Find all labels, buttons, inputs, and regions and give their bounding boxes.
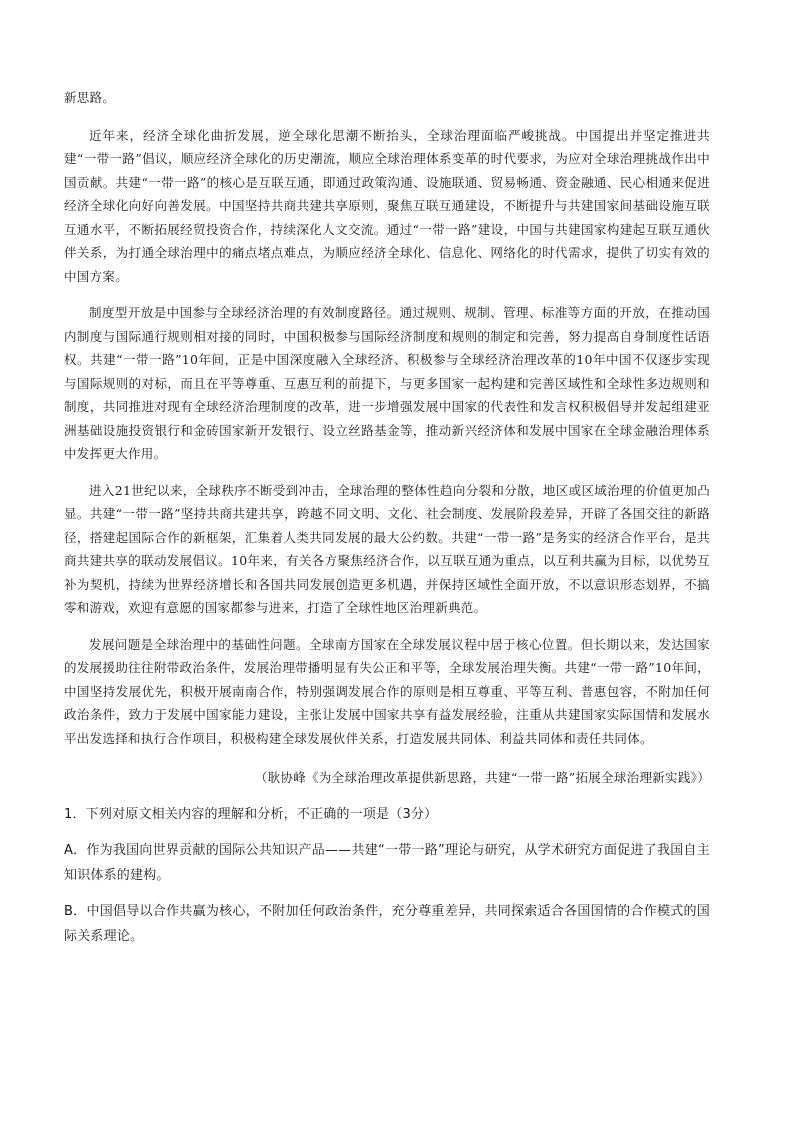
question-1-option-a: A．作为我国向世界贡献的国际公共知识产品——共建“一带一路”理论与研究，从学术研究方面促进了我国自主知识体系的建构。 <box>64 843 710 883</box>
passage-paragraph-4: 发展问题是全球治理中的基础性问题。全球南方国家在全球发展议程中居于核心位置。但长期以来，发达国家的发展援助往往附带政治条件，发展治理带播明显有失公正和平等，全球发展治理失衡。共建“一带一路”10年间，中国坚持发展优先，积极开展南南合作，特别强调发展合作的原则是相互尊重、平等互利、普惠包容，不附加任何政治条件，致力于发展中国家能力建设，主张让发展中国家共享有益发展经验，注重从共建国家实际国情和发展水平出发选择和执行合作项目，积极构建全球发展伙伴关系，打造发展共同体、利益共同体和责任共同体。 <box>64 636 710 746</box>
passage-paragraph-3: 进入21世纪以来，全球秩序不断受到冲击，全球治理的整体性趋向分裂和分散，地区或区域治理的价值更加凸显。共建“一带一路”坚持共商共建共享，跨越不同文明、文化、社会制度、发展阶段差异，开辟了各国交往的新路径，搭建起国际合作的新框架，汇集着人类共同发展的最大公约数。共建“一带一路”是务实的经济合作平台，是共商共建共享的联动发展倡议。10年来，有关各方聚焦经济合作，以互联互通为重点，以互利共赢为目标，以优势互补为契机，持续为世界经济增长和各国共同发展创造更多机遇，并保持区域性全面开放，不以意识形态划界，不搞零和游戏，欢迎有意愿的国家都参与进来，打造了全球性地区治理新典范。 <box>64 482 710 615</box>
passage-paragraph-2: 制度型开放是中国参与全球经济治理的有效制度路径。通过规则、规制、管理、标准等方面的开放，在推动国内制度与国际通行规则相对接的同时，中国积极参与国际经济制度和规则的制定和完善，努力提高自身制度性话语权。共建“一带一路”10年间，正是中国深度融入全球经济、积极参与全球经济治理改革的10年中国不仅逐步实现与国际规则的对标，而且在平等尊重、互惠互利的前提下，与更多国家一起构建和完善区域性和全球性多边规则和制度，共同推进对现有全球经济治理制度的改革，进一步增强发展中国家的代表性和发言权积极倡导并发起组建亚洲基础设施投资银行和金砖国家新开发银行、设立丝路基金等，推动新兴经济体和发展中国家在全球金融治理体系中发挥更大作用。 <box>64 305 710 461</box>
question-1-stem: 1．下列对原文相关内容的理解和分析，不正确的一项是（3分） <box>64 807 438 822</box>
passage-paragraph-1: 近年来，经济全球化曲折发展，逆全球化思潮不断抬头，全球治理面临严峻挑战。中国提出并坚定推进共建“一带一路”倡议，顺应经济全球化的历史潮流，顺应全球治理体系变革的时代要求，为应对全球治理挑战作出中国贡献。共建“一带一路”的核心是互联互通，即通过政策沟通、设施联通、贸易畅通、资金融通、民心相通来促进经济全球化向好向善发展。中国坚持共商共建共享原则，聚焦互联互通建设，不断提升与共建国家间基础设施互联互通水平，不断拓展经贸投资合作，持续深化人文交流。通过“一带一路”建设，中国与共建国家构建起互联互通伙伴关系，为打通全球治理中的痛点堵点难点，为顺应经济全球化、信息化、网络化的时代需求，提供了切实有效的中国方案。 <box>64 127 710 284</box>
passage-fragment-start: 新思路。 <box>64 90 116 105</box>
question-1-option-b: B．中国倡导以合作共赢为核心，不附加任何政治条件，充分尊重差异，共同探索适合各国国情的合作模式的国际关系理论。 <box>64 904 710 944</box>
source-citation: （耿协峰《为全球治理改革提供新思路，共建“一带一路”拓展全球治理新实践》） <box>254 770 710 785</box>
